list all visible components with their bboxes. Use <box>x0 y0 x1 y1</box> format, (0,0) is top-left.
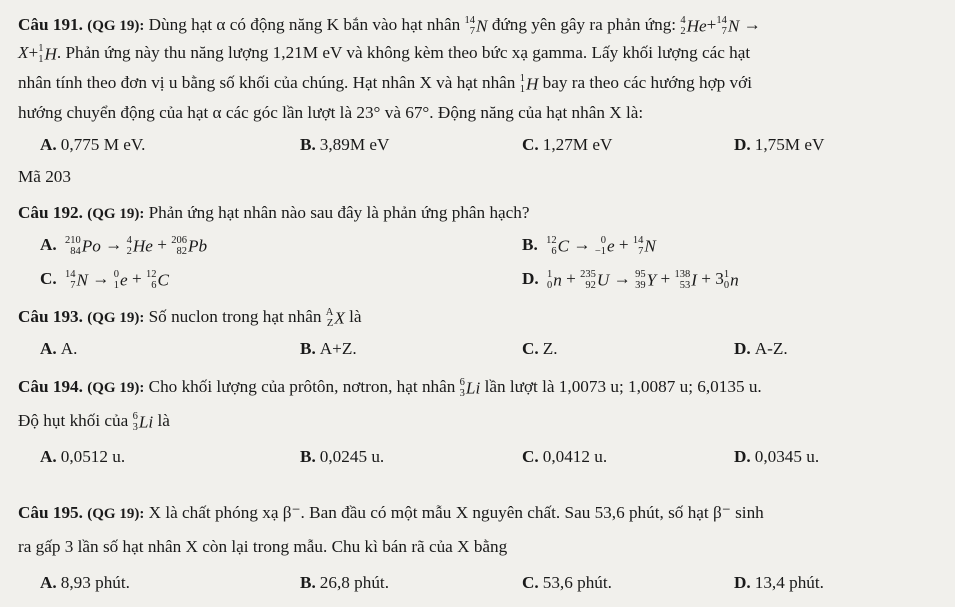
nuclide-li6: 6 3 Li <box>459 377 481 400</box>
q194-line1 <box>18 376 762 399</box>
q191-text-b: đứng yên gây ra phản ứng: <box>491 15 677 34</box>
q193-option-d[interactable]: D. A-Z. <box>734 339 788 358</box>
q192-option-d[interactable]: D. 1 0 n + 235 92 U → 95 39 Y + 138 53 I + 3 1 0 n <box>522 269 739 292</box>
q192-text: Phản ứng hạt nhân nào sau đây là phản ứng phân hạch? <box>148 203 530 222</box>
q195-option-c[interactable]: C. 53,6 phút. <box>522 573 612 592</box>
q191-line4 <box>18 102 643 124</box>
q194-option-a[interactable]: A. 0,0512 u. <box>40 447 126 466</box>
q194-option-d[interactable]: D. 0,0345 u. <box>734 447 820 466</box>
exam-code: Mã 203 <box>18 167 71 186</box>
q194-line2-text-b: là <box>157 411 170 430</box>
q195-number: Câu 195. <box>18 503 83 522</box>
nuclide-h1-b: 1 1 H <box>519 73 539 96</box>
q195-line2-text: ra gấp 3 lần số hạt nhân X còn lại trong mẫu. Chu kì bán rã của X bằng <box>18 537 508 556</box>
q193-option-b[interactable]: B. A+Z. <box>300 339 357 358</box>
q195-text: X là chất phóng xạ β⁻. Ban đầu có một mẫu X nguyên chất. Sau 53,6 phút, số hạt β⁻ sinh <box>148 503 764 522</box>
q193-text: Số nuclon trong hạt nhân <box>148 307 322 326</box>
plus-sign: + <box>706 15 717 34</box>
q191-line3-text-b: bay ra theo các hướng hợp với <box>542 73 753 92</box>
q195-line1 <box>18 502 764 525</box>
nuclide-n14: 14 7 N <box>464 15 488 38</box>
q191-line1 <box>18 14 761 37</box>
q193-line1 <box>18 306 362 329</box>
nuclide-li6-b: 6 3 Li <box>132 411 154 434</box>
q192-line1 <box>18 202 530 225</box>
q191-text: Dùng hạt α có động năng K bắn vào hạt nhân <box>148 15 461 34</box>
nuclide-x: A Z X <box>325 307 345 330</box>
q192-option-a[interactable]: A. 210 84 Po → 4 2 He + 206 82 Pb <box>40 235 208 258</box>
nuclide-n14-b: 14 7 N <box>716 15 740 38</box>
q192-number: Câu 192. <box>18 203 83 222</box>
q195-option-b[interactable]: B. 26,8 phút. <box>300 573 389 592</box>
q194-tag: (QG 19): <box>87 380 145 396</box>
q193-option-c[interactable]: C. Z. <box>522 339 558 358</box>
q191-number: Câu 191. <box>18 15 83 34</box>
q191-option-b[interactable]: B. 3,89M eV <box>300 135 390 154</box>
q191-line2 <box>18 42 750 65</box>
plus-sign: + <box>28 43 39 62</box>
q193-text-b: là <box>349 307 362 326</box>
x-symbol: X <box>18 43 29 62</box>
q191-line3 <box>18 72 752 95</box>
q194-option-c[interactable]: C. 0,0412 u. <box>522 447 608 466</box>
q191-option-d[interactable]: D. 1,75M eV <box>734 135 825 154</box>
q192-tag: (QG 19): <box>87 206 145 222</box>
q191-option-a[interactable]: A. 0,775 M eV. <box>40 135 146 154</box>
q195-option-d[interactable]: D. 13,4 phút. <box>734 573 824 592</box>
q191-line4-text: hướng chuyển động của hạt α các góc lần lượt là 23° và 67°. Động năng của hạt nhân X là: <box>18 103 644 122</box>
q192-option-c[interactable]: C. 14 7 N → 0 1 e + 12 6 C <box>40 269 169 292</box>
q191-line2-text: . Phản ứng này thu năng lượng 1,21M eV và không kèm theo bức xạ gamma. Lấy khối lượng các hạt <box>56 43 751 62</box>
q195-line2 <box>18 536 507 558</box>
q194-text: Cho khối lượng của prôtôn, nơtron, hạt nhân <box>148 377 456 396</box>
q193-number: Câu 193. <box>18 307 83 326</box>
q194-number: Câu 194. <box>18 377 83 396</box>
arrow: → <box>743 15 761 34</box>
q191-line3-text: nhân tính theo đơn vị u bằng số khối của chúng. Hạt nhân X và hạt nhân <box>18 73 516 92</box>
q191-option-c[interactable]: C. 1,27M eV <box>522 135 613 154</box>
q194-line2-text: Độ hụt khối của <box>18 411 129 430</box>
q194-option-b[interactable]: B. 0,0245 u. <box>300 447 385 466</box>
q193-option-a[interactable]: A. A. <box>40 339 78 358</box>
q194-text-b: lần lượt là 1,0073 u; 1,0087 u; 6,0135 u. <box>484 377 762 396</box>
nuclide-he4: 4 2 He <box>680 15 707 38</box>
q194-line2 <box>18 410 170 433</box>
q193-tag: (QG 19): <box>87 310 145 326</box>
nuclide-h1: 1 1 H <box>38 43 57 66</box>
q191-tag: (QG 19): <box>87 18 145 34</box>
q195-tag: (QG 19): <box>87 506 145 522</box>
q195-option-a[interactable]: A. 8,93 phút. <box>40 573 130 592</box>
q192-option-b[interactable]: B. 12 6 C → 0 −1 e + 14 7 N <box>522 235 656 258</box>
